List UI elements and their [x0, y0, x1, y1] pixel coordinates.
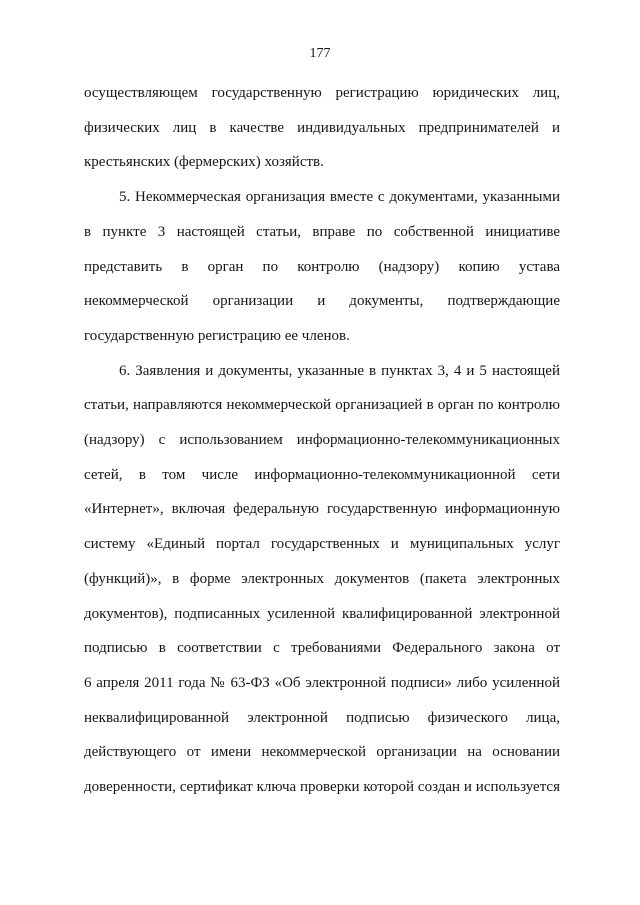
document-body: [84, 76, 560, 805]
text-line: (функций)», в форме электронных документов (пакета электронных: [84, 570, 560, 587]
text-line: систему «Единый портал государственных и муниципальных услуг: [84, 536, 560, 553]
text-line: представить в орган по контролю (надзору) копию устава: [84, 258, 560, 275]
paragraph: [84, 354, 560, 805]
paragraph: [84, 180, 560, 354]
text-line: крестьянских (фермерских) хозяйств.: [84, 154, 324, 171]
text-line: неквалифицированной электронной подписью физического лица,: [84, 709, 560, 726]
text-line: подписью в соответствии с требованиями Федерального закона от: [84, 640, 560, 657]
paragraph: [84, 76, 560, 180]
text-line: 6 апреля 2011 года № 63-ФЗ «Об электронной подписи» либо усиленной: [84, 674, 560, 691]
text-line: (надзору) с использованием информационно-телекоммуникационных: [84, 432, 560, 449]
text-line: 6. Заявления и документы, указанные в пунктах 3, 4 и 5 настоящей: [119, 362, 560, 379]
text-line: физических лиц в качестве индивидуальных предпринимателей и: [84, 119, 560, 136]
text-line: 5. Некоммерческая организация вместе с документами, указанными: [119, 189, 560, 206]
text-line: документов), подписанных усиленной квалифицированной электронной: [84, 605, 560, 622]
text-line: сетей, в том числе информационно-телекоммуникационной сети: [84, 466, 560, 483]
text-line: статьи, направляются некоммерческой организацией в орган по контролю: [84, 397, 560, 414]
text-line: «Интернет», включая федеральную государственную информационную: [84, 501, 560, 518]
text-line: государственную регистрацию ее членов.: [84, 327, 350, 344]
text-line: некоммерческой организации и документы, подтверждающие: [84, 293, 560, 310]
text-line: осуществляющем государственную регистрацию юридических лиц,: [84, 85, 560, 101]
page-number: 177: [309, 46, 331, 61]
text-line: доверенности, сертификат ключа проверки которой создан и используется: [84, 779, 560, 796]
text-line: действующего от имени некоммерческой организации на основании: [84, 744, 560, 761]
text-line: в пункте 3 настоящей статьи, вправе по собственной инициативе: [84, 223, 560, 240]
